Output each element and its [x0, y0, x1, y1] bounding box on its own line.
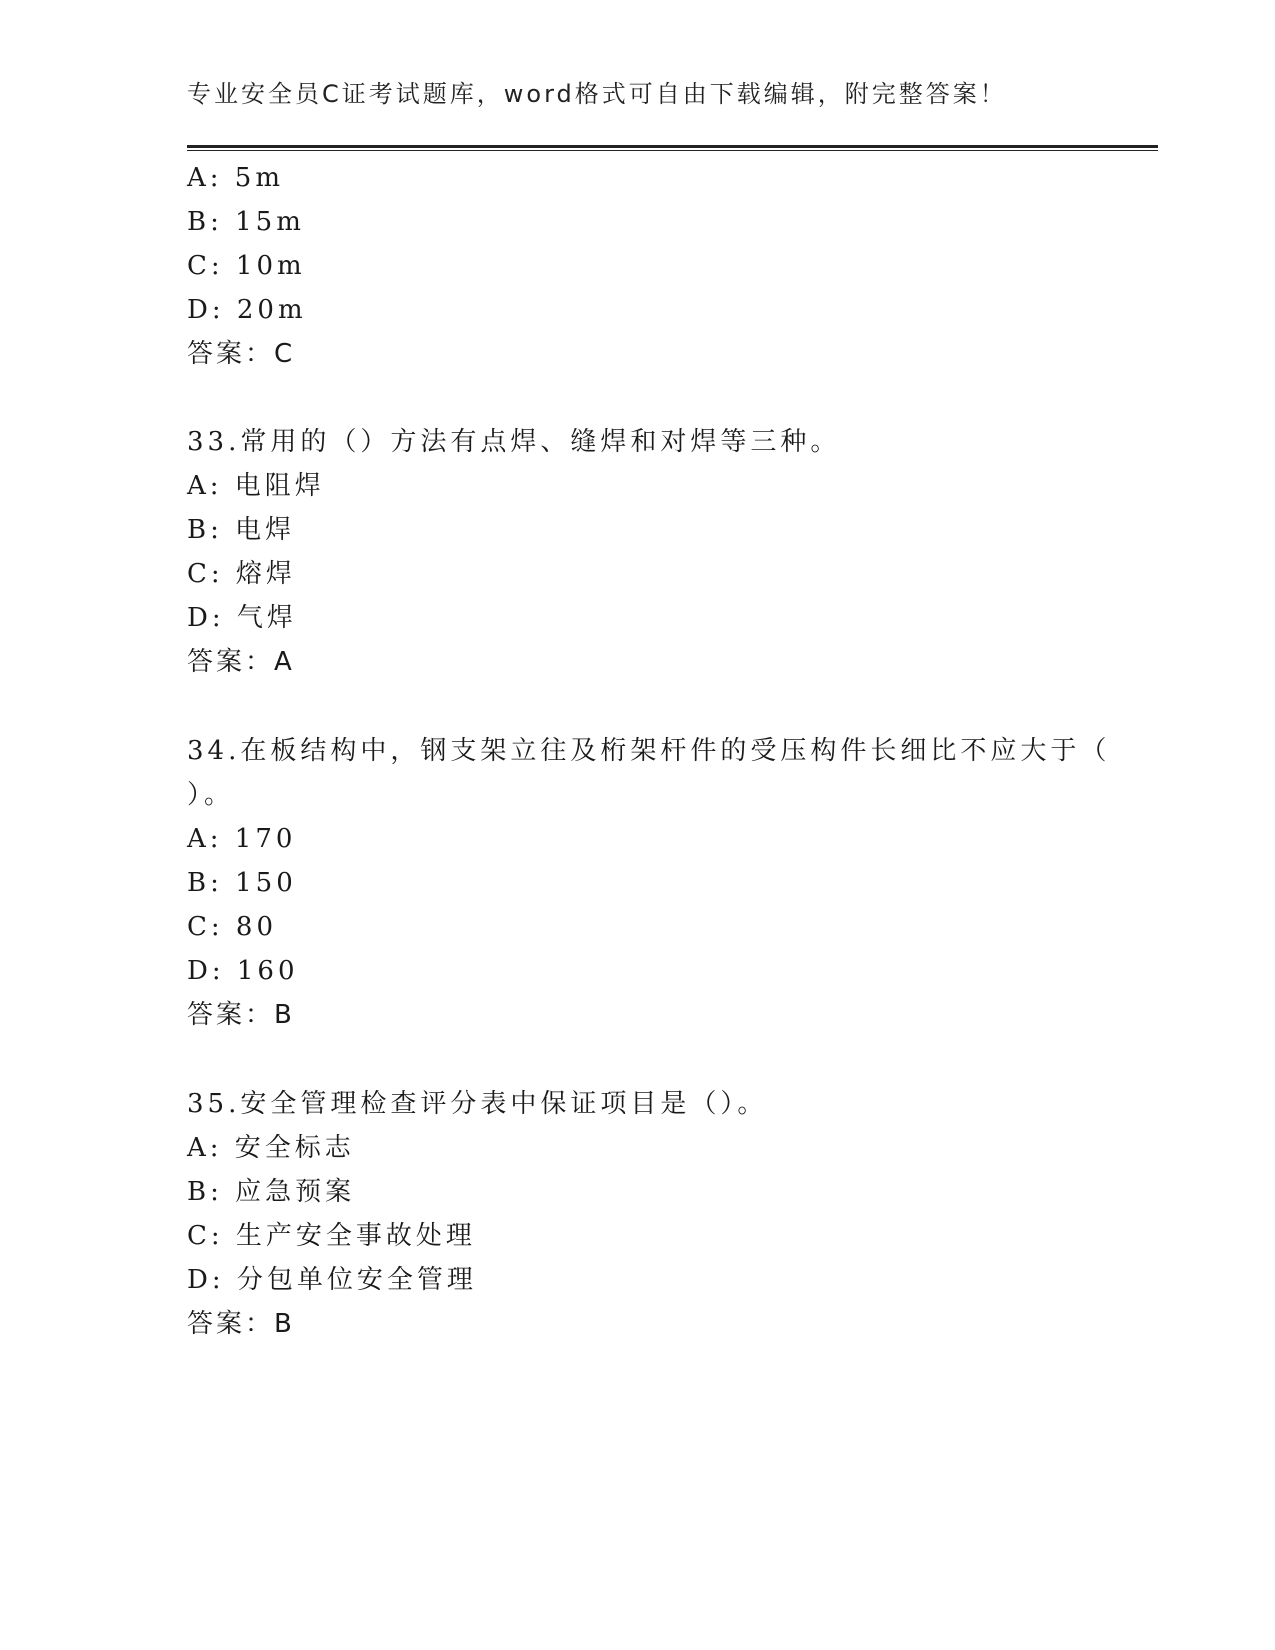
question-text: 33.常用的（）方法有点焊、缝焊和对焊等三种。 [187, 427, 841, 457]
option-b: B: 150 [187, 868, 297, 898]
question-text-continued: ）。 [187, 780, 235, 810]
answer: 答案：B [187, 1309, 295, 1339]
question-text: 34.在板结构中，钢支架立往及桁架杆件的受压构件长细比不应大于（ [187, 736, 1111, 766]
option-a: A: 5m [187, 163, 284, 193]
option-b: B: 电焊 [187, 515, 296, 545]
header-rule-thick [187, 145, 1158, 148]
option-c: C: 80 [187, 912, 278, 942]
answer: 答案：A [187, 647, 295, 677]
option-d: D: 20m [187, 295, 307, 325]
header-rule-thin [187, 150, 1158, 151]
option-c: C: 10m [187, 251, 306, 281]
question-text: 35.安全管理检查评分表中保证项目是（）。 [187, 1089, 768, 1119]
option-d: D: 160 [187, 956, 299, 986]
option-d: D: 分包单位安全管理 [187, 1265, 477, 1295]
page-header: 专业安全员C证考试题库，word格式可自由下载编辑，附完整答案！ [187, 80, 1007, 108]
answer: 答案：C [187, 339, 296, 369]
option-d: D: 气焊 [187, 603, 297, 633]
option-c: C: 生产安全事故处理 [187, 1221, 476, 1251]
option-a: A: 电阻焊 [187, 471, 325, 501]
option-a: A: 170 [187, 824, 297, 854]
option-b: B: 15m [187, 207, 305, 237]
option-c: C: 熔焊 [187, 559, 296, 589]
option-b: B: 应急预案 [187, 1177, 356, 1207]
option-a: A: 安全标志 [187, 1133, 355, 1163]
answer: 答案：B [187, 1000, 295, 1030]
